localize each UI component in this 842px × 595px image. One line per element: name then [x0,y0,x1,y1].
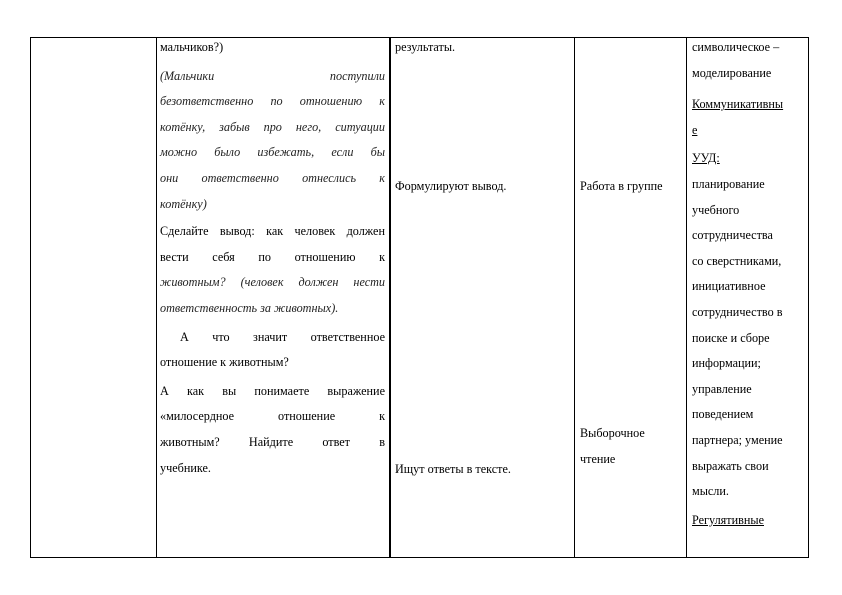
text-line: А что значит ответственное [180,329,385,344]
text-line: со сверстниками, [692,253,782,268]
text-line: мысли. [692,484,729,499]
answer-italic-block [160,64,385,218]
table-col-border-3 [389,37,391,558]
text-line: котёнку) [160,196,207,211]
text-line: безответственно по отношению к [160,94,385,109]
table-bottom-border [30,557,809,558]
text-line: Сделайте вывод: как человек должен [160,224,385,239]
work-form-line-1: Работа в группе [580,179,663,193]
work-form-line-2b: чтение [580,452,616,466]
student-activity-line-3: Ищут ответы в тексте. [395,462,511,476]
text-line: учебнике. [160,460,211,475]
table-col-border-5 [686,37,687,558]
text-line: сотрудничество в [692,304,783,319]
communicative-heading: Коммуникативны [692,97,784,112]
text-line: учебного [692,202,740,217]
text-line: моделирование [692,65,772,80]
text-line: символическое – [692,40,780,54]
text-line: отношение к животным? [160,355,289,370]
table-col-border-1 [30,37,31,558]
text-line: инициативное [692,279,766,294]
communicative-heading-end: е [692,122,698,137]
text-line: они ответственно отнеслись к [160,170,385,185]
text-line: информации; [692,356,761,371]
student-activity-line-1: результаты. [395,40,456,54]
regulative-heading: Регулятивные [692,512,764,527]
text-line: «милосердное отношение к [160,409,385,424]
text-line: партнера; умение [692,432,783,447]
table-col-border-2 [156,37,157,558]
text-line: вести себя по отношению к [160,249,385,264]
text-line: сотрудничества [692,228,773,243]
question-block-2 [160,379,385,481]
text-line: ответственность за животных). [160,300,339,315]
text-line: поиске и сборе [692,330,770,345]
text-line: мальчиков?) [160,40,224,54]
text-line: планирование [692,176,765,191]
text-line: котёнку, забыв про него, ситуации [160,119,385,134]
work-form-line-2a: Выборочное [580,426,645,440]
text-line: можно было избежать, если бы [160,145,385,160]
question-block-1 [160,325,385,376]
conclusion-block [160,219,385,321]
uud-heading: УУД: [692,151,720,166]
uud-cell [692,35,806,533]
text-line: А как вы понимаете выражение [160,383,385,398]
table-col-border-6 [808,37,809,558]
text-line: выражать свои [692,458,769,473]
text-line: управление [692,381,752,396]
table-col-border-4 [574,37,575,558]
text-line: животным? Найдите ответ в [160,434,385,449]
text-line: поведением [692,407,754,422]
text-line: (Мальчики поступили [160,68,385,83]
text-line: животным? (человек должен нести [160,275,385,290]
student-activity-line-2: Формулируют вывод. [395,179,507,193]
teacher-activity-cell [160,35,385,481]
